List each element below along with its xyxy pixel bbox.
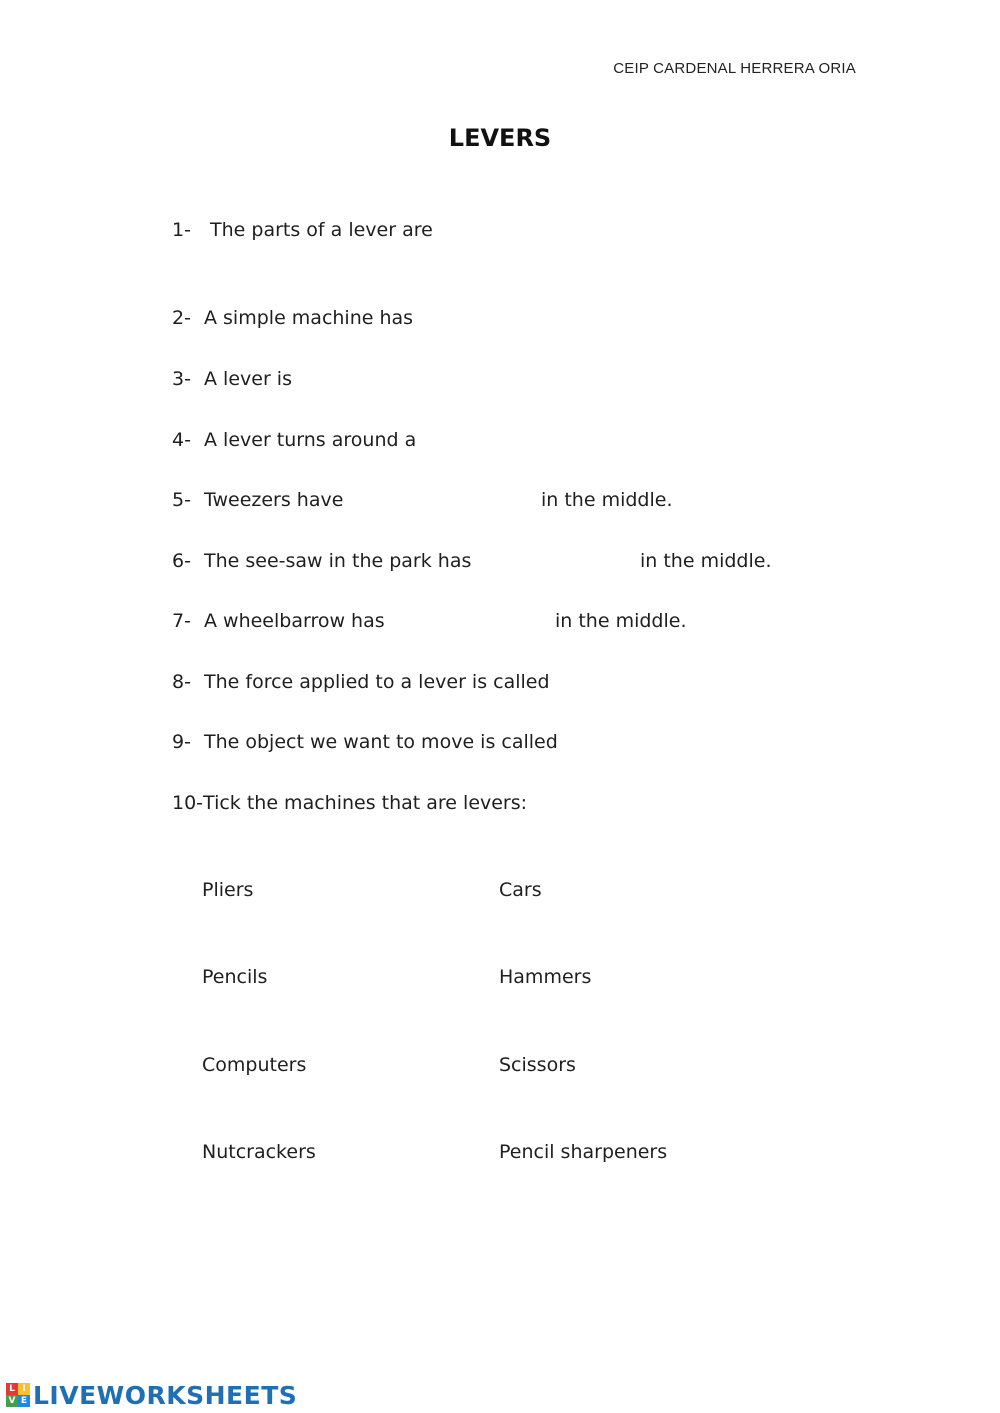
question-6 (172, 550, 772, 572)
question-number: 5- (172, 489, 191, 511)
question-number: 7- (172, 610, 191, 632)
liveworksheets-logo (6, 1380, 297, 1410)
question-4 (172, 429, 416, 451)
logo-mark-letter: L (6, 1383, 18, 1395)
school-name: CEIP CARDENAL HERRERA ORIA (613, 60, 856, 77)
question-number: 2- (172, 307, 191, 329)
question-number: 4- (172, 429, 191, 451)
question-text: Tick the machines that are levers: (203, 792, 528, 814)
logo-mark-letter: I (18, 1383, 30, 1395)
question-5 (172, 489, 673, 511)
option-cars: Cars (499, 879, 542, 901)
question-tail: in the middle. (555, 610, 687, 632)
question-tail: in the middle. (541, 489, 673, 511)
question-number: 6- (172, 550, 191, 572)
question-3 (172, 368, 292, 390)
question-text: The object we want to move is called (204, 731, 558, 753)
question-1 (172, 219, 433, 241)
question-text: The parts of a lever are (210, 219, 433, 241)
question-10 (172, 792, 527, 814)
question-text: The see-saw in the park has (204, 550, 472, 572)
question-9 (172, 731, 558, 753)
logo-mark-letter: V (6, 1395, 18, 1407)
question-number: 8- (172, 671, 191, 693)
question-text: A lever turns around a (204, 429, 417, 451)
question-7 (172, 610, 687, 632)
option-hammers: Hammers (499, 966, 592, 988)
option-pencil-sharpeners: Pencil sharpeners (499, 1141, 668, 1163)
question-2 (172, 307, 413, 329)
question-tail: in the middle. (640, 550, 772, 572)
question-text: Tweezers have (204, 489, 344, 511)
question-number: 9- (172, 731, 191, 753)
option-scissors: Scissors (499, 1054, 576, 1076)
logo-mark-letter: E (18, 1395, 30, 1407)
question-text: A lever is (204, 368, 292, 390)
question-8 (172, 671, 550, 693)
option-pliers: Pliers (202, 879, 254, 901)
question-number: 10- (172, 792, 204, 814)
question-text: A wheelbarrow has (204, 610, 385, 632)
option-pencils: Pencils (202, 966, 268, 988)
logo-text: LIVEWORKSHEETS (33, 1380, 298, 1410)
question-number: 1- (172, 219, 191, 241)
question-number: 3- (172, 368, 191, 390)
option-nutcrackers: Nutcrackers (202, 1141, 316, 1163)
option-computers: Computers (202, 1054, 307, 1076)
logo-mark-icon (6, 1383, 30, 1407)
page-title: LEVERS (448, 124, 552, 152)
question-text: A simple machine has (204, 307, 414, 329)
question-text: The force applied to a lever is called (204, 671, 550, 693)
